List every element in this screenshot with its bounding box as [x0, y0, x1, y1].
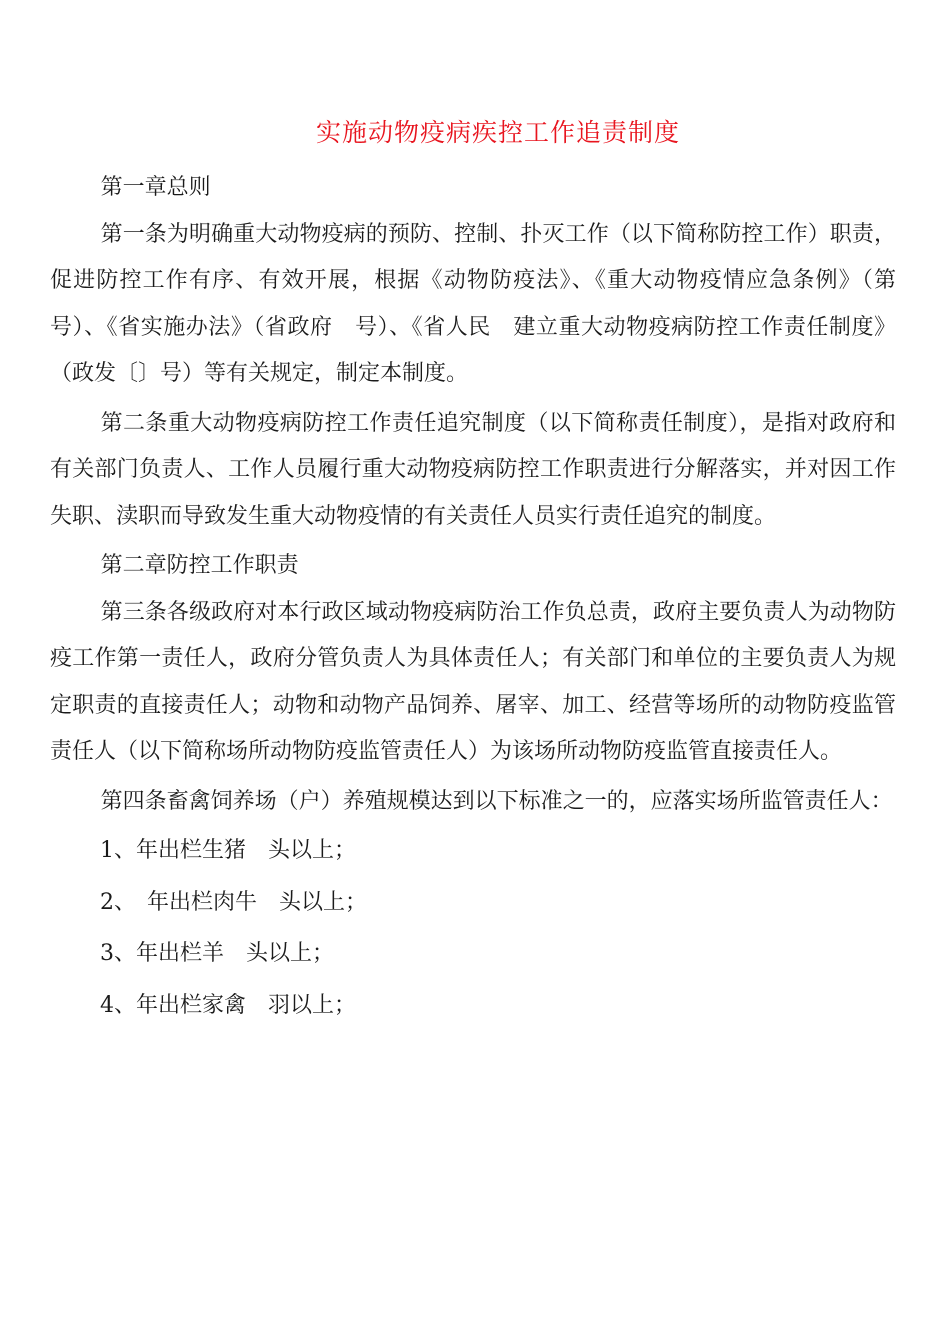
chapter-heading-general: 第一章总则	[100, 175, 211, 200]
article-1-paragraph: 第一条为明确重大动物疫病的预防、控制、扑灭工作（以下简称防控工作）职责，促进防控工作有序、有效开展，根据《动物防疫法》、《重大动物疫情应急条例》（第 号）、《省实施办法》（省政府 号）、《省人民 建立重大动物疫病防控工作责任制度》（政发〔〕号）等有关规定，制定本制度。	[50, 221, 919, 386]
list-item: 2、 年出栏肉牛 头以上；	[100, 889, 367, 915]
list-item: 1、年出栏生猪 头以上；	[100, 838, 356, 863]
list-item: 3、年出栏羊 头以上；	[100, 941, 334, 966]
list-item: 4、年出栏家禽 羽以上；	[100, 992, 356, 1018]
article-2-paragraph: 第二条重大动物疫病防控工作责任追究制度（以下简称责任制度），是指对政府和有关部门负责人、工作人员履行重大动物疫病防控工作职责进行分解落实，并对因工作失职、渎职而导致发生重大动物疫情的有关责任人员实行责任追究的制度。	[50, 410, 896, 529]
article-3-paragraph: 第三条各级政府对本行政区域动物疫病防治工作负总责，政府主要负责人为动物防疫工作第一责任人，政府分管负责人为具体责任人；有关部门和单位的主要负责人为规定职责的直接责任人；动物和动物产品饲养、屠宰、加工、经营等场所的动物防疫监管责任人（以下简称场所动物防疫监管责任人）为该场所动物防疫监管直接责任人。	[50, 599, 896, 764]
article-4-paragraph: 第四条畜禽饲养场（户）养殖规模达到以下标准之一的，应落实场所监管责任人：	[100, 788, 893, 814]
document-title: 实施动物疫病疾控工作追责制度	[315, 118, 680, 147]
document-body	[50, 165, 919, 1034]
chapter-heading-duties: 第二章防控工作职责	[100, 553, 299, 578]
